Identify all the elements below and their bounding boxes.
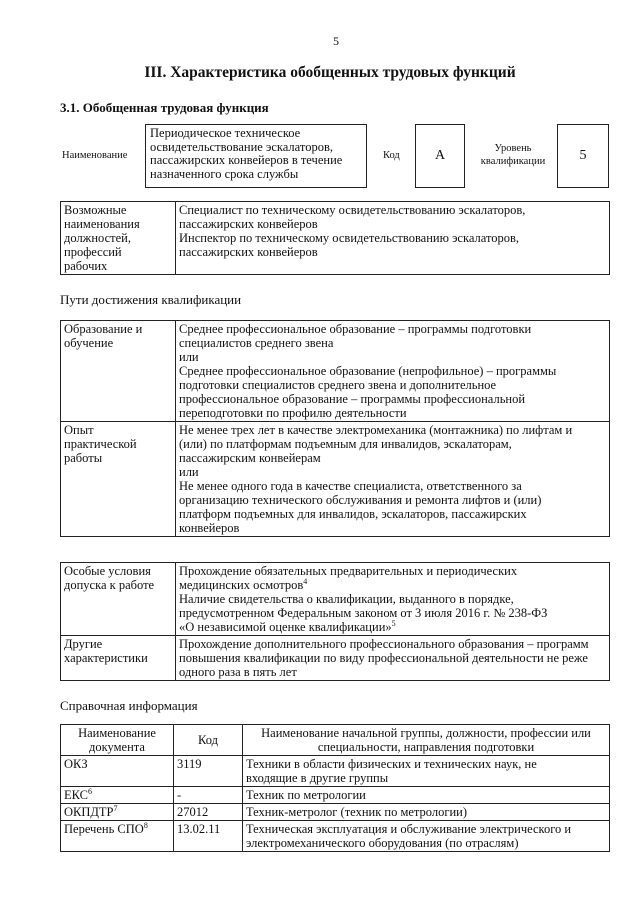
value-line: Прохождение дополнительного профессионального образования – программ	[179, 637, 589, 651]
value-line	[179, 578, 606, 592]
level-label	[478, 142, 548, 168]
qualification-table	[60, 320, 610, 537]
label-line: допуска к работе	[64, 578, 155, 592]
label-line: Опыт	[64, 423, 94, 437]
table-row	[61, 202, 610, 275]
function-name-line: Периодическое техническое	[150, 126, 301, 140]
reference-table	[60, 724, 610, 852]
cell-name	[243, 804, 610, 821]
value-line: профессиональное образование – программы профессиональной	[179, 392, 526, 406]
header-doc	[61, 725, 174, 756]
footnote-ref: 6	[88, 786, 92, 796]
header-line: Наименование	[78, 726, 156, 740]
cell-text: ОКПДТР	[64, 805, 114, 819]
experience-label	[61, 422, 176, 537]
value-line: конвейеров	[179, 521, 240, 535]
label-line: рабочих	[64, 259, 108, 273]
table-row	[61, 787, 610, 804]
cell-code: 13.02.11	[174, 821, 243, 852]
value-text: «О независимой оценке квалификации»	[179, 620, 392, 634]
value-line: предусмотренном Федеральным законом от 3 июля 2016 г. № 238-ФЗ	[179, 606, 548, 620]
value-line: (или) по платформам подъемным для инвалидов, эскалаторам,	[179, 437, 512, 451]
header-line: документа	[89, 740, 145, 754]
label-line: Другие	[64, 637, 103, 651]
footnote-ref: 7	[113, 803, 118, 813]
level-label-line: квалификации	[480, 156, 546, 167]
value-line: Инспектор по техническому освидетельствованию эскалаторов,	[179, 231, 520, 245]
function-name-line: назначенного срока службы	[150, 166, 299, 181]
page-number: 5	[333, 34, 339, 48]
table-header-row	[61, 725, 610, 756]
table-row	[61, 821, 610, 852]
cell-doc	[61, 804, 174, 821]
table-row	[61, 422, 610, 537]
header-name	[243, 725, 610, 756]
header-line: специальности, направления подготовки	[317, 740, 535, 754]
education-label	[61, 321, 176, 422]
section-title: III. Характеристика обобщенных трудовых функций	[144, 64, 516, 81]
special-conditions-values	[176, 563, 610, 636]
value-line: подготовки специалистов среднего звена и дополнительное	[179, 378, 497, 392]
function-name-box	[145, 124, 367, 188]
cell-line: Техники в области физических и технических наук, не	[246, 757, 537, 771]
value-line	[179, 620, 606, 634]
positions-label	[61, 202, 176, 275]
other-values	[176, 636, 610, 681]
cell-name	[243, 756, 610, 787]
value-line: Специалист по техническому освидетельствованию эскалаторов,	[179, 203, 526, 217]
value-line: пассажирским конвейерам	[179, 451, 321, 465]
value-line: Прохождение обязательных предварительных и периодических	[179, 564, 518, 578]
value-line: Среднее профессиональное образование – программы подготовки	[179, 322, 532, 336]
cell-text: ЕКС	[64, 788, 88, 802]
label-line: наименования	[64, 217, 140, 231]
value-line: Наличие свидетельства о квалификации, выданного в порядке,	[179, 592, 514, 606]
header-code: Код	[174, 725, 243, 756]
footnote-ref: 5	[391, 618, 396, 628]
other-label	[61, 636, 176, 681]
cell-name	[243, 821, 610, 852]
name-label: Наименование	[62, 150, 128, 161]
cell-name	[243, 787, 610, 804]
label-line: Особые условия	[64, 564, 151, 578]
experience-values	[176, 422, 610, 537]
cell-text: ОКЗ	[64, 757, 88, 771]
cell-text: Перечень СПО	[64, 822, 144, 836]
special-conditions-label	[61, 563, 176, 636]
reference-title: Справочная информация	[60, 698, 198, 713]
function-name-line: освидетельствование эскалаторов,	[150, 139, 333, 154]
cell-line: Техник-метролог (техник по метрологии)	[246, 805, 468, 819]
table-row	[61, 804, 610, 821]
cell-code: 27012	[174, 804, 243, 821]
label-line: характеристики	[64, 651, 148, 665]
subsection-title: 3.1. Обобщенная трудовая функция	[60, 100, 269, 115]
cell-doc	[61, 821, 174, 852]
label-line: практической	[64, 437, 137, 451]
cell-line: входящие в другие группы	[246, 771, 389, 785]
label-line: профессий	[64, 245, 122, 259]
header-line: Наименование начальной группы, должности, профессии или	[261, 726, 591, 740]
label-line: обучение	[64, 336, 114, 350]
function-name-line: пассажирских конвейеров в течение	[150, 153, 343, 167]
cell-code: 3119	[174, 756, 243, 787]
value-line: пассажирских конвейеров	[179, 217, 318, 231]
value-text: медицинских осмотров	[179, 578, 304, 592]
value-line: переподготовки по профилю деятельности	[179, 406, 407, 420]
table-row	[61, 636, 610, 681]
value-line: Не менее одного года в качестве специалиста, ответственного за	[179, 479, 522, 493]
label-line: должностей,	[64, 231, 131, 245]
value-line: или	[179, 465, 199, 479]
conditions-table	[60, 562, 610, 681]
cell-code: -	[174, 787, 243, 804]
qualification-paths-title: Пути достижения квалификации	[60, 292, 242, 307]
value-line: или	[179, 350, 199, 364]
cell-line: электромеханического оборудования (по отраслям)	[246, 836, 519, 850]
value-line: Не менее трех лет в качестве электромеханика (монтажника) по лифтам и	[179, 423, 573, 437]
table-row	[61, 756, 610, 787]
cell-line: Техническая эксплуатация и обслуживание электрического и	[246, 822, 572, 836]
value-line: пассажирских конвейеров	[179, 245, 318, 259]
table-row	[61, 563, 610, 636]
cell-doc	[61, 787, 174, 804]
value-line: платформ подъемных для инвалидов, эскалаторов, пассажирских	[179, 507, 527, 521]
footnote-ref: 8	[143, 820, 148, 830]
footnote-ref: 4	[303, 576, 308, 586]
table-row	[61, 321, 610, 422]
value-line: специалистов среднего звена	[179, 336, 334, 350]
value-line: повышения квалификации по виду профессиональной деятельности не реже	[179, 651, 588, 665]
level-label-line: Уровень	[494, 143, 532, 154]
value-line: одного раза в пять лет	[179, 665, 297, 679]
value-line: организацию технического обслуживания и ремонта лифтов и (или)	[179, 493, 542, 507]
label-line: Возможные	[64, 203, 127, 217]
code-label: Код	[383, 150, 400, 161]
cell-doc	[61, 756, 174, 787]
value-line: Среднее профессиональное образование (непрофильное) – программы	[179, 364, 557, 378]
label-line: работы	[64, 451, 103, 465]
code-value: A	[415, 124, 465, 188]
positions-values	[176, 202, 610, 275]
positions-table	[60, 201, 610, 275]
cell-line: Техник по метрологии	[246, 788, 366, 802]
education-values	[176, 321, 610, 422]
level-value: 5	[557, 124, 609, 188]
label-line: Образование и	[64, 322, 143, 336]
